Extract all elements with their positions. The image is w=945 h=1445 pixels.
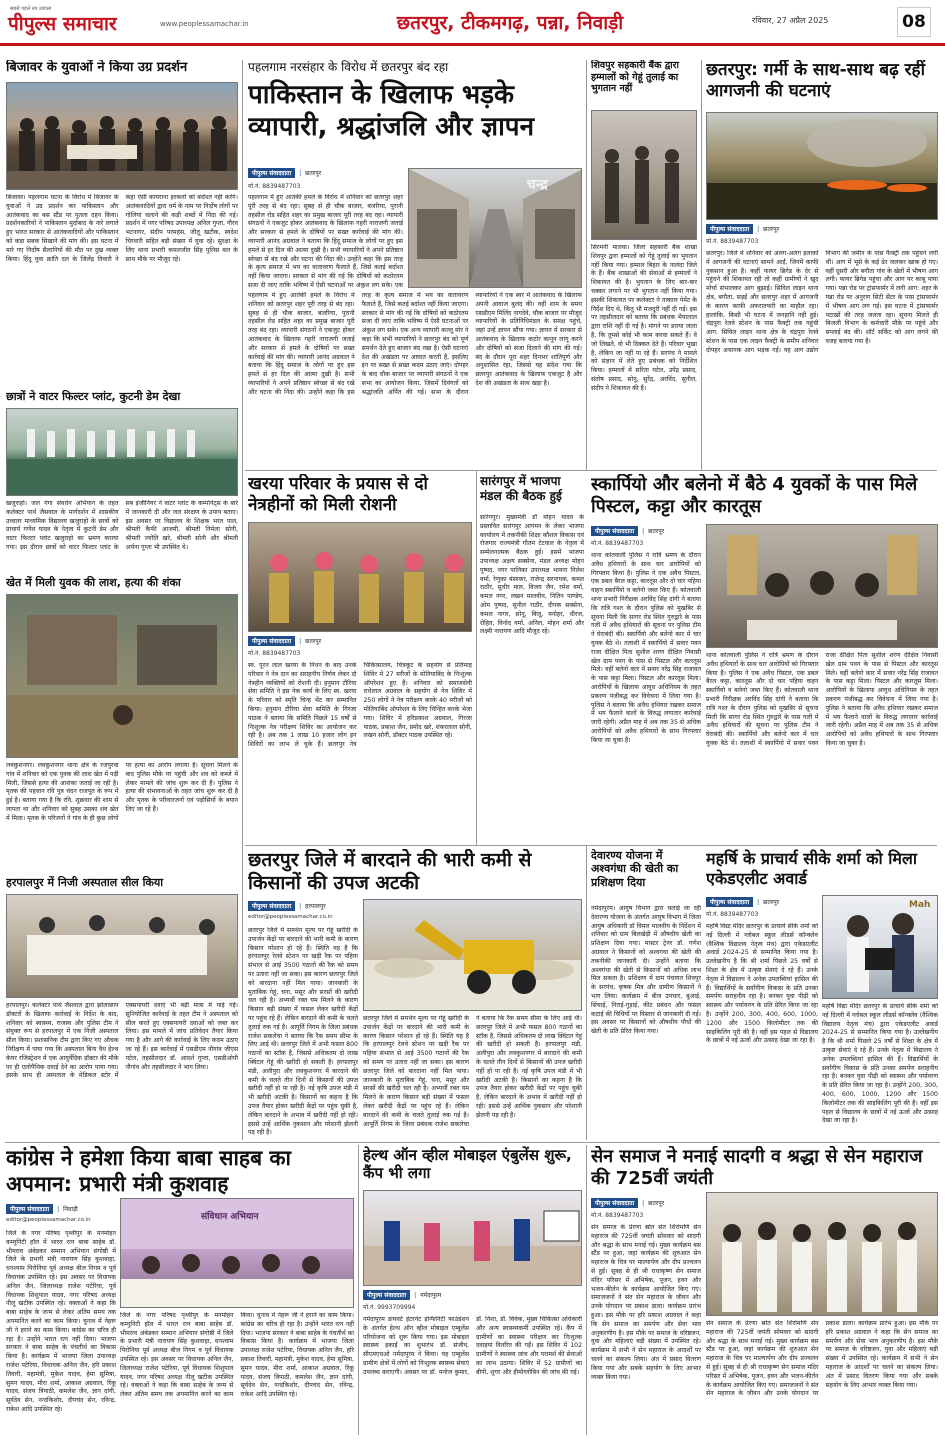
column-rule [242, 60, 243, 1140]
hospital-graphic [7, 895, 238, 998]
byline-divider: | [757, 225, 760, 233]
section-rule [245, 470, 937, 471]
field-graphic [7, 595, 238, 758]
page-header [0, 0, 945, 46]
byline-tag: पीपुल्स संवाददाता [248, 636, 295, 646]
article-body: सेन समाज के प्रेरणा स्रोत संत शिरोमणि सेन महाराज की 725वीं जयंती सोमवार को सादगी और श्रद्धा के साथ मनाई गई। मुख्य कार्यक्रम बस स्टैंड पर हुआ, जहां कार्यक्रम की शुरुआत सेन महाराज के चित्र पर माल्यार्पण और दीप प्रज्वलन से हुई। सुबह से ही श्री राधाकृष्ण सेन समाज मंदिर परिसर में अभिषेक, पूजन, हवन और भजन-कीर्तन के कार्यक्रम आयोजित किए गए। समाजजनों ने संत सेन महाराज के जीवन और उनके योगदान पर प्रकाश डाला। कार्यक्रम प्रारंभ हुआ। इस मौके पर हरि प्रकाश अग्रवाल ने कहा कि सेन समाज का समर्पण और सेवा भाव अनुकरणीय है। इस मौके पर समाज के वरिष्ठजन, युवा और महिलाएं बड़ी संख्या में उपस्थित रहे। कार्यक्रम में सभी ने सेन महाराज के आदर्शों पर चलने का संकल्प लिया। अंत में प्रसाद वितरण किया गया और सबके सहयोग के लिए आभार व्यक्त किया गया। [591, 1224, 701, 1381]
byline-phone: मो.नं. 8839487703 [706, 238, 759, 245]
article-body: सारंगपुर। मुख्यमंत्री डॉ मोहन यादव के प्रस्तावित सारंगपुर आगमन के लेकर भाजपा कार्यालय में तकनीकी शिक्षा कौशल विकास एवं रोजगार राज्यमंत्री गौतम टेटवाल के नेतृत्व में सम्मेलनात्मक बैठक हुई। इसमें भाजपा उपाध्यक्ष अक्षय सक्सेना, मंडल अध्यक्ष मोहन पुष्पद, नगर पालिका उपाध्यक्ष भावना निलेश वर्मा, रेणुका बंसाकर, राजेन्द्र सरनायक, कमल राठौर, सुधीर माल, विजय जैन, रमेश वर्मा, कमल नगर, लखन मालवीय, नितिन पाण्डेय, ओम पुष्पद, सुनील राठौर, दीपक सक्सेना, कमल नागर, सोनू, बिजू, मनोहर, धीरज, रोहित, विनोद वर्मा, अनिल, मोहन शर्मा और लक्ष्मी नारायण आदि मौजूद रहे। [480, 514, 584, 636]
article-body-continued: महर्षि विद्या मंदिर छतरपुर के प्राचार्य सीके शर्मा को नई दिल्ली में ग्लोबल स्कूल लीडर्स कॉन्क्लेव (वैश्विक विद्यालय नेतृत्व मंच) द्वारा एकेडएलीट अवार्ड 2024-25 से सम्मानित किया गया है। उल्लेखनीय है कि श्री शर्मा पिछले 25 वर्षों से शिक्षा के क्षेत्र में उत्कृष्ट सेवाएं दे रहे हैं। उनके नेतृत्व में विद्यालय ने अनेक उपलब्धियां हासिल की हैं। विद्यार्थियों के सर्वांगीण विकास के प्रति उनका समर्पण सराहनीय रहा है। बनकर युवा पीढ़ी को स्वास्थ्य और पर्यावरण के प्रति प्रेरित किया जा रहा है। उन्होंने 200, 300, 400, 600, 1000, 1200 और 1500 किलोमीटर तक की साइकिलिंग पूरी की है। वहीं इस पहल से विद्यालय के छात्रों में नई ऊर्जा और उत्साह देखा जा रहा है। [822, 1003, 938, 1125]
article-body: पहलगाम में हुए आतंकी हमले के विरोध में शनिवार को छतरपुर शहर पूरी तरह से बंद रहा। सुबह से ही चौक बाजार, बजरिया, पुरानी तहसील रोड सहित शहर का प्रमुख बाजार पूरी तरह बंद रहा। व्यापारी संगठनों ने एकजुट होकर आतंकवाद के खिलाफ गहरी नाराजगी जताई और सरकार से हमले के दोषियों पर सख्त कार्रवाई की मांग की। व्यापारी आनंद अग्रवाल ने बताया कि हिंदू समाज के लोगों पर हुए इस हमले से हर दिल की आत्मा दुखी है। सभी व्यापारियों ने अपने प्रतिष्ठान स्वेच्छा से बंद रखे और घटना की निंदा की। उन्होंने कहा कि इस तरह के कृत्य समाज में भय का वातावरण फैलाते हैं, जिसे कतई बर्दाश्त नहीं किया जाएगा। सरकार से मांग की गई कि दोषियों को कठोरतम सजा दी जाए ताकि भविष्य में ऐसी घटनाओं पर अंकुश लग सके। एक [248, 194, 403, 288]
byline-city: नर्मदापुरम [420, 1292, 442, 1299]
fire-photo [706, 112, 938, 220]
article-body: लवकुशनगर। लवकुशनगर थाना क्षेत्र के रजपुरवा गांव में शनिवार को एक युवक की लाश खेत में पड़ी मिली, जिससे हत्या की आशंका जताई जा रही है। मृतक की पहचान रवि पुत्र चंदन राजपूत के रूप में हुई है। बताया गया है कि रवि, शुक्रवार की शाम से लापता था और शनिवार को सुबह उसका शव खेत में मिला। मृतक के परिजनों ने गांव के ही कुछ लोगों पर हत्या का आरोप लगाया है। सूचना मिलने के बाद पुलिस मौके पर पहुंची और शव को कब्जे में लेकर मामले की जांच शुरू कर दी है। पुलिस ने हत्या की संभावनाओं के तहत जांच शुरू कर दी है और मृतक के परिवारजनों एवं पड़ोसियों के बयान लिए जा रहे हैं। [6, 762, 238, 822]
column-rule [586, 1145, 587, 1435]
byline-phone: मो.नं. 8839487703 [706, 911, 759, 918]
column-rule [586, 60, 587, 470]
byline [591, 1198, 701, 1208]
eye-camp-graphic [249, 523, 472, 632]
byline-city: छतरपुर [305, 170, 322, 177]
byline-city: छतरपुर [763, 899, 780, 906]
article-body: छतरपुर जिले में समर्थन मूल्य पर गेहूं खरीदी के उपार्जन केंद्रों पर बारदाने की भारी कमी के कारण किसान परेशान हो रहे हैं। स्थिति यह है कि हरपालपुर रेलवे स्टेशन पर खड़ी रैक पर पहिया संभाल से आई 3500 गठानों की रैक को समय पर उतारा नहीं जा सका। इस कारण छतरपुर जिले को बारदाना नहीं मिल पाया। जानकारी के मुताबिक गेहूं, चना, मसूर और सरसों की खरीदी चल रही है। अभ्यर्थी रक्त यम मिलने के कारण किसान बड़ी संख्या में फसल लेकर खरीदी केंद्रों पर पहुंच रहे हैं। लेकिन बारदाने की कमी के चलते तुलाई रुक गई है। आपूर्ति निगम के जिला प्रबंधक राजेश सकलेचा ने बताया कि रैक समय सीमा के लिए आई थी। छतरपुर जिले में अभी फसल 800 गठानों का स्टॉक है, जिससे अधिकतम दो लाख क्विंटल गेहूं की खरीदी हो सकती है। हरपालपुर मंडी, अलीपुरा और लवकुशनगर में बारदाने की कमी के चलते तीन दिनों से किसानों की उपज खरीदी नहीं हो पा रही है। नई कृषि उपज मंडी में भी खरीदी अटकी है। किसानों का कहना है कि उपज तैयार होकर खरीदी केंद्रों पर पहुंच चुकी है, लेकिन बारदाने के अभाव में खरीदी नहीं हो रही। इससे उन्हें आर्थिक नुकसान और परेशानी झेलनी पड़ रही है। [248, 927, 358, 1137]
article-bijawar [6, 60, 238, 386]
article-body-continued: थाना कोतवाली पुलिस ने रात्रि भ्रमण के दौरान अवैध हथियारों के साथ चार आरोपियों को गिरफ्तार किया है। पुलिस ने एक अवैध पिस्टल, एक डबल बैरल कट्टा, कारतूस और दो चार पहिया वाहन स्कार्पियो व बलेनो जब्त किए हैं। कोतवाली थाना प्रभारी निरीक्षक अरविंद सिंह दांगी ने बताया कि रात्रि गश्त के दौरान पुलिस को मुखबिर से सूचना मिली कि सागर रोड स्थित गुरुद्वारे के पास गली में अवैध हथियारों की सूचना पर पुलिस टीम ने घेराबंदी की। स्कार्पियो और बलेनो कार में चार युवक बैठे थे। तलाशी में स्कार्पियो में सवार पवन राजा दीक्षित पिता सुशील शरण दीक्षित निवासी खेल ग्राम पवन के पास से पिस्टल और कारतूस मिले। वहीं बलेनो कार में सवार नरेंद्र सिंह राजावत के पास कट्टा मिला। पिस्टल और कारतूस मिला। आरोपियों के खिलाफ आयुध अधिनियम के तहत प्रकरण पंजीबद्ध कर विवेचना में लिया गया है। पुलिस ने बताया कि अवैध हथियार रखकर समाज में भय फैलाने वालों के विरुद्ध लगातार कार्रवाई जारी रहेगी। अप्रैल माह में अब तक 35 से अधिक आरोपियों को अवैध हथियारों के साथ गिरफ्तार किया जा चुका है। [706, 652, 938, 747]
byline-divider: | [757, 898, 760, 906]
byline-tag: पीपुल्स संवाददाता [591, 526, 638, 536]
award-backdrop-text: Mah [909, 900, 931, 910]
article-headline: शिवपुर सहकारी बैंक द्वारा हम्मालों को गेहूं तुलाई का भुगतान नहीं [591, 60, 679, 95]
article-headline: छात्रों ने वाटर फिल्टर प्लांट, कुटनी डेम देखा [6, 390, 181, 403]
article-headline: कांग्रेस ने हमेशा किया बाबा साहब का अपमान: प्रभारी मंत्री कुशवाह [6, 1146, 291, 1196]
seminar-banner-text: संविधान अभियान [201, 1212, 259, 1222]
byline-tag: पीपुल्स संवाददाता [248, 901, 295, 911]
article-body: हरपालपुर। कलेक्टर पार्थ जैसवाल द्वारा झोलाछाप डॉक्टरों के खिलाफ कार्रवाई के निर्देश के बाद, शनिवार को स्वास्थ्य, राजस्व और पुलिस टीम ने संयुक्त रूप से हरपालपुर में एक निजी अस्पताल सील किया। प्रशासनिक टीम द्वारा किए गए औचक निरीक्षण में पाया गया कि अस्पताल बिना वैध हेल्थ केयर रजिस्ट्रेशन में एक आयुर्वेदिक डॉक्टर की मौके पर ही एलोपैथिक दवाई देने का आरोप पाया गया। इसके साथ ही अस्पताल के मेडिकल स्टोर में एक्सपायरी दवाएं भी बड़ी मात्रा में पाई गईं। सुनियोजित कार्रवाई के तहत टीम ने अस्पताल को सील करते हुए एक्सपायरी दवाओं को जब्त कर लिया। इस मामले में जांच प्रतिवेदन तैयार किया गया है और आगे की कार्रवाई के लिए कदम उठाए जा रहे हैं। इस कार्रवाई में एसडीएम नौगांव जीएस पटेल, तहसीलदार डॉ. आदर्श गुप्ता, एसडीओपी नौगांव और तहसीलदार ने भाग लिया। [6, 1002, 238, 1080]
byline [248, 901, 358, 911]
byline-phone: मो.नं. 8839487703 [248, 183, 301, 190]
article-body: जिले के नगर परिषद पृथ्वीपुर के मनमोहन कम्युनिटी हॉल में भारत रत्न बाबा साहेब डॉ. भीमराव अंबेडकर सम्मान अभियान संगोष्ठी में जिले के प्रभारी मंत्री नारायण सिंह कुशवाहा, धनश्याम पिरोनिया पूर्व अध्यक्ष बीज निगम व पूर्व विधायक उपस्थित रहे। इस अवसर पर विधायक अनिल जैन, जिलाध्यक्ष राजेश पटेरिया, पूर्व विधायक शिशुपाल यादव, नगर परिषद अध्यक्ष नीलू खटीक उपस्थित रहे। वक्ताओं ने कहा कि बाबा साहेब के जन्म से लेकर अंतिम समय तक अपमानित करने का काम किया। चुनाव में नेहरू जी ने हराने का काम किया। कांग्रेस का चरित्र ही रहा है। उन्होंने भारत रत्न नहीं दिया। भाजपा सरकार ने बाबा साहेब के पंचतीर्थ का विकास किया है। कार्यक्रम में भाजपा जिला उपाध्यक्ष राजेश पटेरिया, विधायक अनिल जैन, हरि प्रकाश तिवारी, महामंत्री, मुकेश यादव, हेमा सुमित्रा, सुमन यादव, मीरा शर्मा, आकाश अग्रवाल, रिंकू यादव, संजय त्रिपाठी, कमलेश जैन, ज्ञान दांगी, सूर्यदेव सेन, नन्दकिशोर, दीपचंद सेन, रविन्द्र, राकेश आदि उपस्थित रहे। [6, 1230, 116, 1413]
jcb-graphic [364, 900, 582, 1011]
article-headline: सारंगपुर में भाजपा मंडल की बैठक हुई [480, 474, 562, 503]
article-headline: स्कार्पियो और बलेनो में बैठे 4 युवकों के पास मिले पिस्टल, कट्टा और कारतूस [591, 474, 918, 517]
hospital-photo [6, 894, 238, 998]
byline-divider: | [642, 1199, 645, 1207]
article-headline: हरपालपुर में निजी अस्पताल सील किया [6, 876, 164, 889]
article-hospital-sealed [6, 876, 238, 1140]
article-ashwagandha [591, 849, 701, 1140]
health-camp-graphic [364, 1191, 582, 1286]
byline-divider: | [299, 902, 302, 910]
article-award [706, 849, 938, 1140]
article-body: छतरपुर। जिले में शनिवार को अलग-अलग इलाकों में आगजनी की घटनाएं सामने आईं, जिनमें काफी नुकसान हुआ है। कहीं फायर ब्रिगेड के देर से पहुंचने की शिकायत रही तो कहीं ग्रामीणों ने खुद मोर्चा संभालकर आग बुझाई। सिविल लाइन थाना क्षेत्र, बगौता, सड़ई और छतरपुर शहर में आगजनी के कारण काफी अफरातफरी का माहौल रहा। हालांकि, किसी भी घटना में जनहानि नहीं हुई। चंद्रपुरा रेलवे स्टेशन के पास फैक्ट्री तक पहुंची आग: सिविल लाइन थाना क्षेत्र के चंद्रपुरा रेलवे स्टेशन के पास एक लाइन फैक्ट्री के समीप शनिवार दोपहर अचानक आग भड़क गई। यह आग उद्योग विभाग की जमीन के पास फैक्ट्री तक पहुंचने लगी थी। आग में भूसे के कई ढेर जलकर खाक हो गए। वहीं दूसरी ओर बगौता गांव के खेतों में भीषण आग लगी। फायर ब्रिगेड पहुंचा और आग पर काबू पाया गया। पन्ना रोड पर ट्रांसफार्मर में लगी आग: शहर के पन्ना रोड पर अनुराग सिटी सेंटर के पास ट्रांसफार्मर में भीषण आग लग गई। इस घटना में ट्रांसफार्मर पटाखों की तरह जलता रहा। सूचना मिलते ही बिजली विभाग के कर्मचारी मौके पर पहुंचे और सप्लाई बंद की। शॉर्ट सर्किट को आग लगने की वजह बताया गया है। [706, 250, 938, 354]
article-headline: महर्षि के प्राचार्य सीके शर्मा को मिला एकेडएलीट अवार्ड [706, 849, 917, 888]
edition-title: छतरपुर, टीकमगढ़, पन्ना, निवाड़ी [396, 12, 624, 34]
byline-city: छतरपुर [648, 1200, 665, 1207]
seminar-photo [120, 1198, 354, 1308]
byline [248, 168, 408, 178]
column-rule [358, 1145, 359, 1435]
byline-tag: पीपुल्स संवाददाता [248, 168, 295, 178]
article-body: स्व. पूरन लाल खरया के निधन के बाद उनके परिवार ने नेत्र दान का सराहनीय निर्णय लेकर दो नेत्रहीन व्यक्तियों को रोशनी दी। हनुमान टौरिया सेवा समिति ने इस नेक कार्य के लिए स्व. खरया के परिवार को स्मृति चिन्ह भेंट कर सम्मानित किया। हनुमान टौरिया सेवा समिति के गिरजा पाठक ने बताया कि समिति पिछले 15 वर्षों से निःशुल्क नेत्र परीक्षण शिविर का आयोजन कर रही है। अब तक 1 लाख 10 हजार लोग इन शिविरों का लाभ ले चुके हैं। छतरपुर नेत्र चिकित्सालय, चित्रकूट के सहयोग से प्रतिमाह शिविर में 27 मरीजों के मोतियाबिंद के निःशुल्क ऑपरेशन हुए हैं। शनिवार को समाजसेवी राधेलाल अग्रवाल के सहयोग से नेत्र शिविर में 250 लोगों ने नेत्र परीक्षण करके 40 मरीजों को मोतियाबिंद ऑपरेशन के लिए चिन्हित करके भेजा गया। शिविर में हरिप्रकाश अग्रवाल, गिरजा पाठक, प्रकाश जैन, प्रमोद खरे, शंकरलाल सोनी, लखन सोनी, डॉक्टर पाठक उपस्थित रहे। [248, 662, 472, 749]
column-rule [586, 845, 587, 1140]
article-kicker: पहलगाम नरसंहार के विरोध में छतरपुर बंद रहा [248, 60, 449, 74]
eye-camp-photo [248, 522, 472, 632]
article-headline: पाकिस्तान के खिलाफ भड़के व्यापारी, श्रद्धांजलि और ज्ञापन [248, 80, 535, 142]
article-chhatarpur-bandh [248, 60, 582, 468]
article-headline: बिजावर के युवाओं ने किया उग्र प्रदर्शन [6, 60, 188, 75]
article-arms-seized [591, 474, 938, 842]
byline-tag: पीपुल्स संवाददाता [706, 224, 753, 234]
byline-phone: मो.नं. 8839487703 [591, 540, 644, 547]
byline-divider: | [299, 637, 302, 645]
article-eye-donation [248, 474, 472, 842]
section-rule [245, 845, 937, 846]
logo-text: पीपुल्स समाचार [8, 13, 117, 35]
column-rule [476, 470, 477, 845]
article-headline: छतरपुर: गर्मी के साथ-साथ बढ़ रहीं आगजनी की घटनाएं [706, 60, 925, 101]
award-graphic [823, 896, 938, 999]
byline-email[interactable]: editor@peoplessamachar.co.in [6, 1217, 91, 1223]
byline-divider: | [414, 1291, 417, 1299]
article-body: थाना कोतवाली पुलिस ने रात्रि भ्रमण के दौरान अवैध हथियारों के साथ चार आरोपियों को गिरफ्तार किया है। पुलिस ने एक अवैध पिस्टल, एक डबल बैरल कट्टा, कारतूस और दो चार पहिया वाहन स्कार्पियो व बलेनो जब्त किए हैं। कोतवाली थाना प्रभारी निरीक्षक अरविंद सिंह दांगी ने बताया कि रात्रि गश्त के दौरान पुलिस को मुखबिर से सूचना मिली कि सागर रोड स्थित गुरुद्वारे के पास गली में अवैध हथियारों की सूचना पर पुलिस टीम ने घेराबंदी की। स्कार्पियो और बलेनो कार में चार युवक बैठे थे। तलाशी में स्कार्पियो में सवार पवन राजा दीक्षित पिता सुशील शरण दीक्षित निवासी खेल ग्राम पवन के पास से पिस्टल और कारतूस मिले। वहीं बलेनो कार में सवार नरेंद्र सिंह राजावत के पास कट्टा मिला। पिस्टल और कारतूस मिला। आरोपियों के खिलाफ आयुध अधिनियम के तहत प्रकरण पंजीबद्ध कर विवेचना में लिया गया है। पुलिस ने बताया कि अवैध हथियार रखकर समाज में भय फैलाने वालों के विरुद्ध लगातार कार्रवाई जारी रहेगी। अप्रैल माह में अब तक 35 से अधिक आरोपियों को अवैध हथियारों के साथ गिरफ्तार किया जा चुका है। [591, 552, 701, 744]
workers-photo [591, 110, 697, 240]
accused-graphic [707, 525, 938, 648]
article-body: नर्मदापुरम। आयुष विभाग द्वारा चलाई जा रही देवारण्य योजना के अंतर्गत आयुष विभाग में जिला आयुष अधिकारी डॉ विमल मालवीय के निर्देशन में शनिवार को ग्राम बिलखेड़ी में औषधीय खेती का प्रशिक्षण दिया गया। मास्टर ट्रेनर डॉ. गणेश अग्रवाल ने किसानों को अश्वगंधा की खेती की तकनीकी जानकारी दी। उन्होंने बताया कि अश्वगंधा की खेती से किसानों को अधिक लाभ मिल सकता है। प्रशिक्षण में ग्राम पंचायत शिवपुर के सरपंच, कृषक मित्र और ग्रामीण किसानों ने भाग लिया। कार्यक्रम में बीज उपचार, बुआई, सिंचाई, निराई-गुड़ाई, कीट प्रबंधन और फसल कटाई की विधियों पर विस्तार से जानकारी दी गई। इस अवसर पर किसानों को औषधीय पौधों की खेती के प्रति प्रेरित किया गया। [591, 905, 701, 1036]
students-graphic [7, 409, 238, 496]
closed-market-photo [408, 168, 582, 288]
jayanti-graphic [707, 1193, 938, 1316]
article-body-part2 [248, 292, 582, 468]
field-photo [6, 594, 238, 758]
article-body-continued: पहलगाम में हुए आतंकी हमले के विरोध में शनिवार को छतरपुर शहर पूरी तरह से बंद रहा। सुबह से ही चौक बाजार, बजरिया, पुरानी तहसील रोड सहित शहर का प्रमुख बाजार पूरी तरह बंद रहा। व्यापारी संगठनों ने एकजुट होकर आतंकवाद के खिलाफ गहरी नाराजगी जताई और सरकार से हमले के दोषियों पर सख्त कार्रवाई की मांग की। व्यापारी आनंद अग्रवाल ने बताया कि हिंदू समाज के लोगों पर हुए इस हमले से हर दिल की आत्मा दुखी है। सभी व्यापारियों ने अपने प्रतिष्ठान स्वेच्छा से बंद रखे और घटना की निंदा की। उन्होंने कहा कि इस तरह के कृत्य समाज में भय का वातावरण फैलाते हैं, जिसे कतई बर्दाश्त नहीं किया जाएगा। सरकार से मांग की गई कि दोषियों को कठोरतम सजा दी जाए ताकि भविष्य में ऐसी घटनाओं पर अंकुश लग सके। एक अन्य व्यापारी कल्लू मोर ने कहा कि सभी व्यापारियों ने छतरपुर बंद को पूर्ण समर्थन देते हुए बाजार बंद रखा है। ऐसी घटनाएं देश की अखंडता पर आघात करती हैं, इसलिए इन पर सख्त से सख्त कदम उठाए जाएं। दोपहर के बाद चौक बाजार पर व्यापारी संगठनों ने एक सभा का आयोजन किया, जिसमें दिवंगतों को श्रद्धांजलि अर्पित की गई। सभा के दौरान व्यापारियों ने एक स्वर में आतंकवाद के खिलाफ अपनी आवाज बुलंद की। वहीं शाम के समय एसडीएम मिलिंद नागदेवे, चौक बाजार पर मौजूद व्यापारियों के प्रतिनिधिमंडल के समक्ष पहुंचे, जहां उन्हें ज्ञापन सौंपा गया। ज्ञापन में सरकार से आतंकवाद के खिलाफ कठोर कानून लागू करने और दोषियों को सजा दिलाने की मांग की गई। बंद के दौरान पूरा शहर दिनभर शांतिपूर्ण और अनुशासित रहा, जिससे यह संदेश गया कि छतरपुर आतंकवाद के खिलाफ एकजुट है और देश की अखंडता के साथ खड़ा है। [248, 292, 582, 396]
shop-sign-text: चन्द्र [527, 177, 548, 193]
accused-photo [706, 524, 938, 648]
byline [706, 224, 938, 234]
byline-tag: पीपुल्स संवाददाता [6, 1204, 53, 1214]
protest-photo [6, 82, 238, 190]
article-body-continued: जिले के नगर परिषद पृथ्वीपुर के मनमोहन कम्युनिटी हॉल में भारत रत्न बाबा साहेब डॉ. भीमराव अंबेडकर सम्मान अभियान संगोष्ठी में जिले के प्रभारी मंत्री नारायण सिंह कुशवाहा, धनश्याम पिरोनिया पूर्व अध्यक्ष बीज निगम व पूर्व विधायक उपस्थित रहे। इस अवसर पर विधायक अनिल जैन, जिलाध्यक्ष राजेश पटेरिया, पूर्व विधायक शिशुपाल यादव, नगर परिषद अध्यक्ष नीलू खटीक उपस्थित रहे। वक्ताओं ने कहा कि बाबा साहेब के जन्म से लेकर अंतिम समय तक अपमानित करने का काम किया। चुनाव में नेहरू जी ने हराने का काम किया। कांग्रेस का चरित्र ही रहा है। उन्होंने भारत रत्न नहीं दिया। भाजपा सरकार ने बाबा साहेब के पंचतीर्थ का विकास किया है। कार्यक्रम में भाजपा जिला उपाध्यक्ष राजेश पटेरिया, विधायक अनिल जैन, हरि प्रकाश तिवारी, महामंत्री, मुकेश यादव, हेमा सुमित्रा, सुमन यादव, मीरा शर्मा, आकाश अग्रवाल, रिंकू यादव, संजय त्रिपाठी, कमलेश जैन, ज्ञान दांगी, सूर्यदेव सेन, नन्दकिशोर, दीपचंद सेन, रविन्द्र, राकेश आदि उपस्थित रहे। [120, 1312, 354, 1399]
article-congress [6, 1146, 354, 1439]
workers-graphic [592, 111, 697, 240]
article-headline: छतरपुर जिले में बारदाने की भारी कमी से किसानों की उपज अटकी [248, 849, 532, 895]
byline [591, 526, 701, 536]
byline [248, 636, 472, 646]
article-dead-body [6, 576, 238, 872]
article-body-continued: सेन समाज के प्रेरणा स्रोत संत शिरोमणि सेन महाराज की 725वीं जयंती सोमवार को सादगी और श्रद्धा के साथ मनाई गई। मुख्य कार्यक्रम बस स्टैंड पर हुआ, जहां कार्यक्रम की शुरुआत सेन महाराज के चित्र पर माल्यार्पण और दीप प्रज्वलन से हुई। सुबह से ही श्री राधाकृष्ण सेन समाज मंदिर परिसर में अभिषेक, पूजन, हवन और भजन-कीर्तन के कार्यक्रम आयोजित किए गए। समाजजनों ने संत सेन महाराज के जीवन और उनके योगदान पर प्रकाश डाला। कार्यक्रम प्रारंभ हुआ। इस मौके पर हरि प्रकाश अग्रवाल ने कहा कि सेन समाज का समर्पण और सेवा भाव अनुकरणीय है। इस मौके पर समाज के वरिष्ठजन, युवा और महिलाएं बड़ी संख्या में उपस्थित रहे। कार्यक्रम में सभी ने सेन महाराज के आदर्शों पर चलने का संकल्प लिया। अंत में प्रसाद वितरण किया गया और सबके सहयोग के लिए आभार व्यक्त किया गया। [706, 1320, 938, 1398]
article-headline: देवारण्य योजना में अश्वगंधा की खेती का प्रशिक्षण दिया [591, 849, 679, 889]
byline-divider: | [57, 1205, 60, 1213]
byline-phone: मो.नं. 9993709994 [363, 1304, 416, 1311]
article-body: महर्षि विद्या मंदिर छतरपुर के प्राचार्य सीके शर्मा को नई दिल्ली में ग्लोबल स्कूल लीडर्स कॉन्क्लेव (वैश्विक विद्यालय नेतृत्व मंच) द्वारा एकेडएलीट अवार्ड 2024-25 से सम्मानित किया गया है। उल्लेखनीय है कि श्री शर्मा पिछले 25 वर्षों से शिक्षा के क्षेत्र में उत्कृष्ट सेवाएं दे रहे हैं। उनके नेतृत्व में विद्यालय ने अनेक उपलब्धियां हासिल की हैं। विद्यार्थियों के सर्वांगीण विकास के प्रति उनका समर्पण सराहनीय रहा है। बनकर युवा पीढ़ी को स्वास्थ्य और पर्यावरण के प्रति प्रेरित किया जा रहा है। उन्होंने 200, 300, 400, 600, 1000, 1200 और 1500 किलोमीटर तक की साइकिलिंग पूरी की है। वहीं इस पहल से विद्यालय के छात्रों में नई ऊर्जा और उत्साह देखा जा रहा है। [706, 923, 818, 1045]
article-body-part1 [248, 194, 403, 288]
article-bank-payment [591, 60, 697, 468]
byline-tag: पीपुल्स संवाददाता [363, 1290, 410, 1300]
students-photo [6, 408, 238, 496]
article-body: खजुराहो। जल गंगा संवर्धन अभियान के तहत कलेक्टर पार्थ जैसवाल के मार्गदर्शन में शासकीय उच्चतर माध्यमिक विद्यालय खजुराहो के छात्रों को प्राचार्य गणेश यादव के नेतृत्व में कुटनी डेम और वाटर फिल्टर प्लांट खजुराहो का भ्रमण कराया गया। इस दौरान छात्रों को वाटर फिल्टर प्लांट के सब इंजीनियर ने वाटर प्लांट के कम्पोनेंट्स के बारे में जानकारी दी और जल संरक्षण के उपाय बताए। इस अवसर पर विद्यालय के शिक्षक भरत पाल, श्रीमती कैफी आजमी, श्रीमती निर्मला सोनी, श्रीमती ज्योति खरे, श्रीमती सोनी और श्रीमती अर्चना गुप्ता भी उपस्थित थे। [6, 500, 238, 551]
byline [6, 1204, 116, 1214]
byline-tag: पीपुल्स संवाददाता [591, 1198, 638, 1208]
column-rule [701, 60, 702, 470]
masthead-logo[interactable] [8, 6, 248, 40]
byline [706, 897, 816, 907]
byline-city: छतरपुर [648, 528, 665, 535]
article-ambulance [363, 1146, 582, 1439]
protest-crowd-graphic [7, 83, 238, 190]
page-number: 08 [897, 7, 931, 37]
article-sen-jayanti [591, 1146, 938, 1439]
byline-divider: | [642, 527, 645, 535]
health-camp-photo [363, 1190, 582, 1286]
article-water-plant [6, 390, 238, 573]
article-headline: सेन समाज ने मनाई सादगी व श्रद्धा से सेन महाराज की 725वीं जयंती [591, 1146, 923, 1189]
section-rule [5, 1142, 940, 1143]
byline-tag: पीपुल्स संवाददाता [706, 897, 753, 907]
article-body: नर्मदापुरम डायवर्ट इंटरनेट इन्फिनिटी फाउंडेशन के अंतर्गत हेल्थ ऑन व्हील मोबाइल एम्बुलेंस परियोजना को शुरू किया गया। इस मोबाइल स्वास्थ्य इकाई का शुभारंभ डॉ. संजीव, सीएमएचओ नर्मदापुरम ने किया। यह एम्बुलेंस ग्रामीण क्षेत्रों में लोगों को निःशुल्क स्वास्थ्य सेवाएं उपलब्ध कराएगी। अवसर पर डॉ. मनोज कुमार, डॉ. निशा, डॉ. विवेक, मुख्य चिकित्सा अधिकारी और अन्य स्वास्थ्यकर्मी उपस्थित रहे। कैंप में ग्रामीणों का स्वास्थ्य परीक्षण कर निःशुल्क दवाइयां वितरित की गईं। इस शिविर में 102 ग्रामीणों ने स्वास्थ्य जांच और परामर्श की सेवाओं का लाभ उठाया। शिविर में 52 ग्रामीणों का बीपी, शुगर और हीमोग्लोबिन की जांच की गई। [363, 1316, 582, 1376]
site-url[interactable]: www.peoplessamachar.in [160, 20, 249, 28]
byline-phone: मो.नं. 8839487703 [591, 1212, 644, 1219]
byline-divider: | [299, 169, 302, 177]
article-fire-incidents [706, 60, 938, 468]
article-headline: खरया परिवार के प्रयास से दो नेत्रहीनों को मिली रोशनी [248, 474, 428, 515]
byline-phone: मो.नं. 8839487703 [248, 650, 301, 657]
byline-city: छतरपुर [763, 226, 780, 233]
article-headline: खेत में मिली युवक की लाश, हत्या की शंका [6, 576, 181, 589]
closed-market-graphic [409, 169, 582, 288]
article-body: बिजावर। पहलगाम घटना के विरोध में बिजावर के युवाओं ने उग्र प्रदर्शन कर पाकिस्तान और आतंकवाद का बस स्टैंड पर पुतला दहन किया। प्रदर्शनकारियों ने पाकिस्तान मुर्दाबाद के नारे लगाते हुए भारत सरकार से आतंकवादियों और पाकिस्तान को कड़ा सबक सिखाने की मांग की। इस घटना में मारे गए निर्दोष सैलानियों की मौत पर दुख व्यक्त किया। हिंदू युवा क्रांति दल के जिलेंद्र तिवारी ने कहा ऐसी कायराना हरकतों को बर्दाश्त नहीं करेंगे। आतंकवादियों द्वारा धर्म के नाम पर निर्दोष लोगों पर गोलियां चलाने की कड़ी शब्दों में निंदा की गई। प्रदर्शन में नगर परिषद उपाध्यक्ष अनिल गुप्ता, गौरव भटनागर, संदीप परमहंस, जीतू खटीक, स्वदेश चिरवारी सहित बड़ी संख्या में युवा रहे। सुरक्षा के लिए थाना प्रभारी कमलजीत सिंह पुलिस बल के साथ मौके पर मौजूद रहे। [6, 194, 238, 263]
byline [363, 1290, 582, 1300]
issue-date: रविवार, 27 अप्रैल 2025 [752, 16, 829, 25]
byline-city: छतरपुर [305, 638, 322, 645]
article-headline: हेल्थ ऑन व्हील मोबाइल एंबुलेंस शुरू, कैंप भी लगा [363, 1146, 572, 1183]
fire-smoke-graphic [707, 113, 938, 220]
byline-email[interactable]: editor@peoplessamachar.co.in [248, 914, 333, 920]
logo-tagline: सबसे पहले तय उजाला [10, 6, 52, 12]
byline-city: निवाड़ी [63, 1206, 78, 1213]
article-body-continued: छतरपुर जिले में समर्थन मूल्य पर गेहूं खरीदी के उपार्जन केंद्रों पर बारदाने की भारी कमी के कारण किसान परेशान हो रहे हैं। स्थिति यह है कि हरपालपुर रेलवे स्टेशन पर खड़ी रैक पर पहिया संभाल से आई 3500 गठानों की रैक को समय पर उतारा नहीं जा सका। इस कारण छतरपुर जिले को बारदाना नहीं मिल पाया। जानकारी के मुताबिक गेहूं, चना, मसूर और सरसों की खरीदी चल रही है। अभ्यर्थी रक्त यम मिलने के कारण किसान बड़ी संख्या में फसल लेकर खरीदी केंद्रों पर पहुंच रहे हैं। लेकिन बारदाने की कमी के चलते तुलाई रुक गई है। आपूर्ति निगम के जिला प्रबंधक राजेश सकलेचा ने बताया कि रैक समय सीमा के लिए आई थी। छतरपुर जिले में अभी फसल 800 गठानों का स्टॉक है, जिससे अधिकतम दो लाख क्विंटल गेहूं की खरीदी हो सकती है। हरपालपुर मंडी, अलीपुरा और लवकुशनगर में बारदाने की कमी के चलते तीन दिनों से किसानों की उपज खरीदी नहीं हो पा रही है। नई कृषि उपज मंडी में भी खरीदी अटकी है। किसानों का कहना है कि उपज तैयार होकर खरीदी केंद्रों पर पहुंच चुकी है, लेकिन बारदाने के अभाव में खरीदी नहीं हो रही। इससे उन्हें आर्थिक नुकसान और परेशानी झेलनी पड़ रही है। [363, 1015, 582, 1128]
article-bjp-meeting [480, 474, 584, 842]
jcb-photo [363, 899, 582, 1011]
award-photo [822, 895, 938, 999]
article-body: सिरमनी मालवा। जिला सहकारी बैंक शाखा शिवपुर द्वारा हम्मालों को गेहूं तुलाई का भुगतान नहीं किया गया। हम्माल बिहार के नालंदा जिले के हैं। बैंक शाखाओं की सेवाओं से हम्मालों ने शिकायत की है। भुगतान के लिए बार-बार चक्कर लगाने पर भी भुगतान नहीं किया गया। इसकी शिकायत पर कलेक्टर ने तत्काल पेमेंट के निर्देश दिए थे, किंतु भी मजदूरी नहीं दी गई। इस पर तहसीलदार को बताया कि प्रबंधक भैयालाल द्वारा राशि नहीं दी गई है। मांगने पर डराया जाता है, कि तुमसे कोई भी काम करवा सकते हैं। वे जो लिखते, वो भी दिक्कत देते हैं। परिवार भूखा है, लेकिन जा नहीं पा रहे हैं। सरपंच ने मामले को संज्ञान में लेते हुए प्रबंधक को निर्देशित किया। हम्मालों में सरिता पटेल, उपेंद्र प्रसाद, संतोष प्रसाद, सोनू, सुरेंद्र, अरविंद, सुनील, संदीप ने शिकायत की है। [591, 244, 697, 392]
jayanti-photo [706, 1192, 938, 1316]
byline-city: हरपालपुर [305, 903, 326, 910]
article-sack-shortage [248, 849, 582, 1140]
